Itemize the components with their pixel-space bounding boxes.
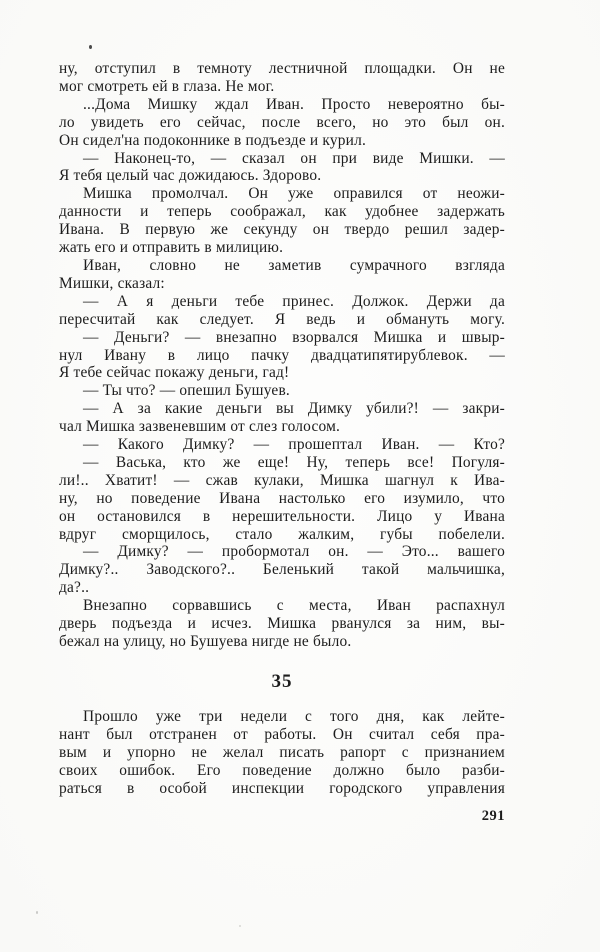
text-line: Ивана. В первую же секунду он твердо решил задер- bbox=[59, 221, 505, 239]
text-line: ли!.. Хватит! — сжав кулаки, Мишка шагнул к Ива- bbox=[59, 471, 505, 489]
text-line: Мишка промолчал. Он уже оправился от неожи- bbox=[83, 185, 505, 203]
text-line: бежал на улицу, но Бушуева нигде не было. bbox=[59, 633, 352, 650]
text-line: — Какого Димку? — прошептал Иван. — Кто? bbox=[83, 436, 505, 454]
text-line: ...Дома Мишку ждал Иван. Просто невероятно бы- bbox=[83, 95, 505, 113]
text-line: — Ты что? — опешил Бушуев. bbox=[83, 382, 290, 400]
text-column bbox=[59, 60, 505, 825]
text-line: Мишки, сказал: bbox=[59, 274, 165, 292]
text-line: вым и упорно не желал писать рапорт с признанием bbox=[59, 743, 505, 761]
text-line: данности и теперь соображал, как удобнее задержать bbox=[59, 203, 505, 221]
text-line: Он сидел'на подоконнике в подъезде и курил. bbox=[59, 131, 367, 149]
page-number: 291 bbox=[481, 808, 505, 825]
scan-speck bbox=[239, 925, 241, 927]
text-line: — Деньги? — внезапно взорвался Мишка и швыр- bbox=[83, 328, 505, 346]
story-text-bottom bbox=[59, 708, 505, 798]
text-line: Я тебя целый час дожидаюсь. Здорово. bbox=[59, 167, 322, 185]
text-line: нул Ивану в лицо пачку двадцатипятирублевок. — bbox=[59, 346, 505, 364]
text-line: жать его и отправить в милицию. bbox=[59, 239, 284, 257]
text-line: ну, но поведение Ивана настолько его изумило, что bbox=[59, 489, 505, 507]
text-line: Иван, словно не заметив сумрачного взгляда bbox=[83, 256, 505, 274]
text-line: дверь подъезда и исчез. Мишка рванулся за ним, вы- bbox=[59, 615, 505, 633]
text-line: — Димку? — пробормотал он. — Это... вашего bbox=[83, 543, 505, 561]
text-line: — А я деньги тебе принес. Должок. Держи да bbox=[83, 292, 505, 310]
text-line: пересчитай как следует. Я ведь и обмануть могу. bbox=[59, 310, 505, 328]
text-line: вдруг сморщилось, стало жалким, губы побелели. bbox=[59, 525, 505, 543]
text-line: он остановился в нерешительности. Лицо у Ивана bbox=[59, 507, 505, 525]
chapter-number-heading: 35 bbox=[271, 670, 293, 692]
text-line: Димку?.. Заводского?.. Беленький такой мальчишка, bbox=[59, 561, 505, 579]
text-line: Внезапно сорвавшись с места, Иван распахнул bbox=[83, 597, 505, 615]
text-line: — Васька, кто же еще! Ну, теперь все! Погуля- bbox=[83, 453, 505, 471]
text-line: — Наконец-то, — сказал он при виде Мишки. — bbox=[83, 149, 505, 167]
story-text-top bbox=[59, 60, 505, 651]
text-line: раться в особой инспекции городского управления bbox=[59, 779, 505, 797]
text-line: ло увидеть его сейчас, после всего, но это был он. bbox=[59, 113, 505, 131]
text-line: чал Мишка зазвеневшим от слез голосом. bbox=[59, 418, 341, 436]
text-line: нант был отстранен от работы. Он считал себя пра- bbox=[59, 725, 505, 743]
scan-speck bbox=[36, 911, 38, 914]
text-line: да?.. bbox=[59, 579, 90, 597]
scan-speck bbox=[89, 45, 92, 49]
text-line: Я тебе сейчас покажу деньги, гад! bbox=[59, 364, 290, 382]
text-line: ну, отступил в темноту лестничной площадки. Он не bbox=[59, 60, 505, 77]
text-line: своих ошибок. Его поведение должно было разби- bbox=[59, 761, 505, 779]
text-line: мог смотреть ей в глаза. Не мог. bbox=[59, 77, 275, 95]
text-line: — А за какие деньги вы Димку убили?! — закри- bbox=[83, 400, 505, 418]
text-line: Прошло уже три недели с того дня, как лейте- bbox=[83, 707, 505, 725]
